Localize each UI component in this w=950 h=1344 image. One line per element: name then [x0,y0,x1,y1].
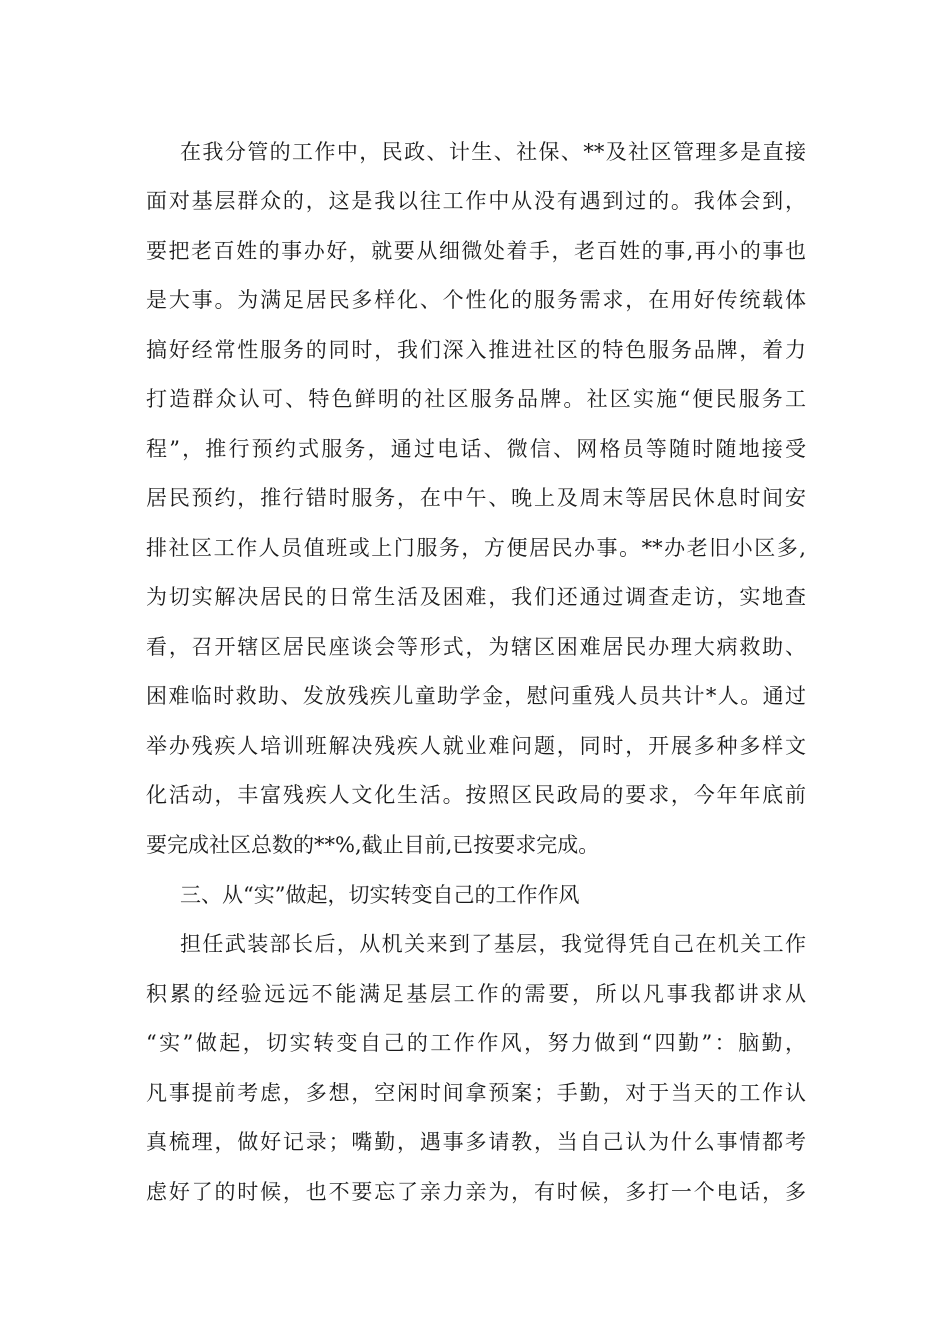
paragraph-line: 居民预约，推行错时服务，在中午、晚上及周末等居民休息时间安 [146,486,806,510]
paragraph-line: 是大事。为满足居民多样化、个性化的服务需求，在用好传统载体 [146,288,806,312]
paragraph-line: “实”做起，切实转变自己的工作作风，努力做到“四勤”：脑勤， [146,1031,806,1055]
paragraph-line: 困难临时救助、发放残疾儿童助学金，慰问重残人员共计*人。通过 [146,684,806,708]
paragraph-line: 面对基层群众的，这是我以往工作中从没有遇到过的。我体会到， [146,189,806,213]
paragraph-line: 搞好经常性服务的同时，我们深入推进社区的特色服务品牌，着力 [146,338,806,362]
paragraph-line: 要完成社区总数的**%,截止目前,已按要求完成。 [146,833,600,857]
paragraph-line: 要把老百姓的事办好，就要从细微处着手，老百姓的事,再小的事也 [146,239,806,263]
paragraph-line: 排社区工作人员值班或上门服务，方便居民办事。**办老旧小区多, [146,536,806,560]
paragraph-line: 真梳理，做好记录；嘴勤，遇事多请教，当自己认为什么事情都考 [146,1130,806,1154]
paragraph-line: 担任武装部长后，从机关来到了基层，我觉得凭自己在机关工作 [180,932,806,956]
paragraph-line: 化活动，丰富残疾人文化生活。按照区民政局的要求，今年年底前 [146,783,806,807]
paragraph-line: 积累的经验远远不能满足基层工作的需要，所以凡事我都讲求从 [146,982,806,1006]
paragraph-line: 凡事提前考虑，多想，空闲时间拿预案；手勤，对于当天的工作认 [146,1081,806,1105]
paragraph-line: 举办残疾人培训班解决残疾人就业难问题，同时，开展多种多样文 [146,734,806,758]
paragraph-line: 打造群众认可、特色鲜明的社区服务品牌。社区实施“便民服务工 [146,387,806,411]
paragraph-line: 看，召开辖区居民座谈会等形式，为辖区困难居民办理大病救助、 [146,635,806,659]
section-heading: 三、从“实”做起，切实转变自己的工作作风 [180,883,580,907]
paragraph-line: 程”，推行预约式服务，通过电话、微信、网格员等随时随地接受 [146,437,806,461]
paragraph-line: 虑好了的时候，也不要忘了亲力亲为，有时候，多打一个电话，多 [146,1180,806,1204]
paragraph-line: 在我分管的工作中，民政、计生、社保、**及社区管理多是直接 [180,140,806,164]
paragraph-line: 为切实解决居民的日常生活及困难，我们还通过调查走访，实地查 [146,585,806,609]
